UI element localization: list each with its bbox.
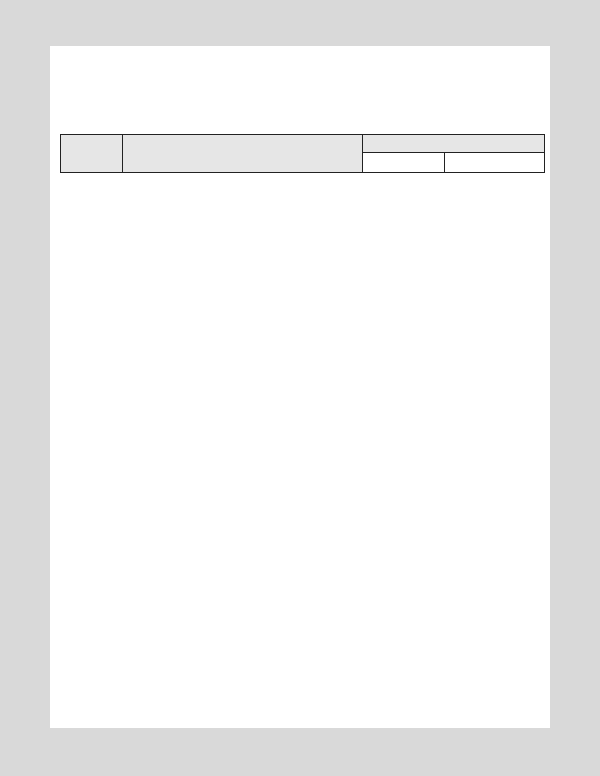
diary-sheet	[50, 46, 550, 728]
column-header-best-result	[363, 135, 545, 153]
column-header-text	[123, 135, 363, 173]
column-header-date	[61, 135, 123, 173]
column-header-without-frame	[445, 153, 545, 173]
column-header-with-frame	[363, 153, 445, 173]
progress-table	[60, 134, 545, 173]
